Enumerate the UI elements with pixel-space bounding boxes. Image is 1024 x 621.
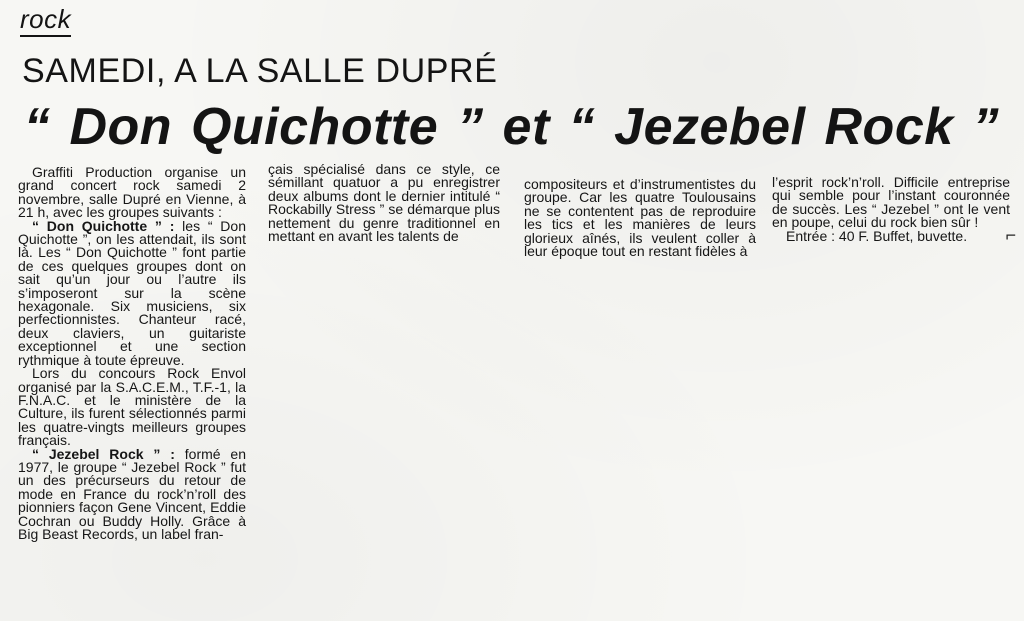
- column-1-paragraph-4: [18, 445, 246, 542]
- article-headline: “ Don Quichotte ” et “ Jezebel Rock ”: [24, 98, 1000, 156]
- column-4-paragraph-1: l’esprit rock’n’roll. Difficile entreprise qui semble pour l’instant couronnée de succès. Les “ Jezebel ” ont le vent en poupe, celui du rock bien sûr !: [772, 174, 1010, 231]
- article-column-3: [524, 178, 756, 258]
- column-4-paragraph-2: Entrée : 40 F. Buffet, buvette.: [786, 227, 968, 244]
- article-column-1: [18, 166, 246, 541]
- section-rubric: rock: [20, 4, 71, 37]
- column-2-paragraph-1: çais spécialisé dans ce style, ce sémillant quatuor a pu enregistrer deux albums dont le dernier intitulé “ Rockabilly Stress ” se démarque plus nettement du genre traditionnel en mettant en avant les talents de: [268, 161, 500, 245]
- column-3-paragraph-1: compositeurs et d’instrumentistes du groupe. Car les quatre Toulousains ne se contentent pas de reproduire les tics et les manières de leurs glorieux aînés, ils veulent coller à leur époque tout en restant fidèles à: [524, 176, 756, 260]
- margin-mark: ⌐: [1005, 225, 1016, 245]
- column-1-paragraph-1: Graffiti Production organise un grand concert rock samedi 2 novembre, salle Dupré en Vienne, à 21 h, avec les groupes suivants :: [18, 164, 246, 221]
- band-name-jezebel-rock: “ Jezebel Rock ” :: [32, 445, 175, 462]
- column-1-paragraph-2: [18, 217, 246, 368]
- article-column-2: [268, 163, 500, 243]
- article-kicker: SAMEDI, A LA SALLE DUPRÉ: [22, 52, 498, 90]
- column-1-paragraph-3: Lors du concours Rock Envol organisé par la S.A.C.E.M., T.F.-1, la F.N.A.C. et le ministère de la Culture, ils furent sélectionnés parmi les quatre-vingts meilleurs groupes français.: [18, 365, 246, 449]
- article-column-4: [772, 176, 1010, 243]
- column-1-paragraph-2-text: les “ Don Quichotte ”, on les attendait, ils sont là. Les “ Don Quichotte ” font partie de ces quelques groupes dont on sait qu’un jour ou l’autre ils s’imposeront sur la scène hexagonale. Six musiciens, six perfectionnistes. Chanteur racé, deux claviers, un guitariste exceptionnel et une section rythmique à toute épreuve.: [18, 217, 246, 368]
- column-1-paragraph-4-text: formé en 1977, le groupe “ Jezebel Rock ” fut un des précurseurs du retour de mode en France du rock’n’roll des pionniers façon Gene Vincent, Eddie Cochran ou Buddy Holly. Grâce à Big Beast Records, un label fran-: [18, 445, 246, 542]
- band-name-don-quichotte: “ Don Quichotte ” :: [32, 217, 175, 234]
